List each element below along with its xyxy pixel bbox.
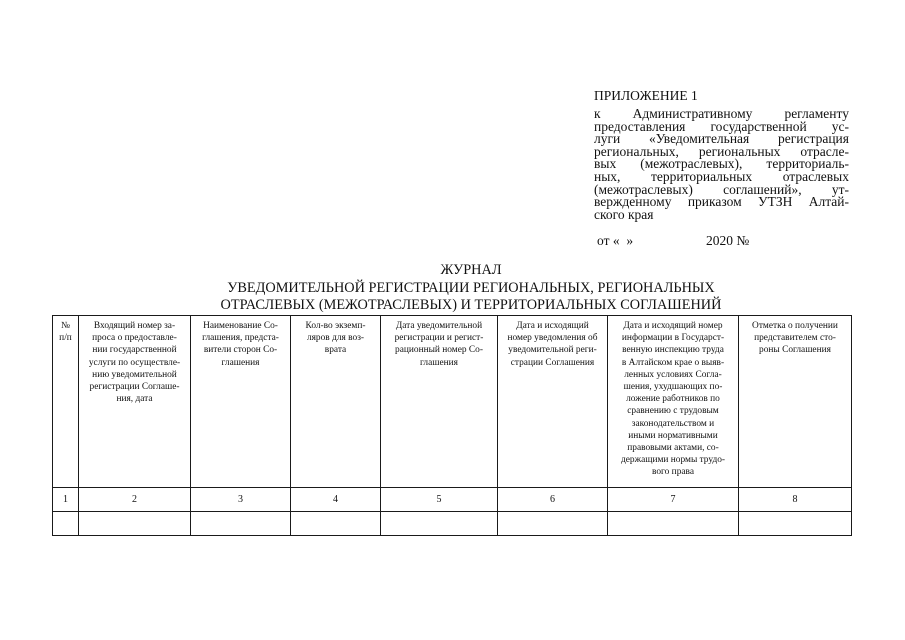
empty-cell <box>191 512 291 536</box>
empty-cell <box>79 512 191 536</box>
column-header-copies-count: Кол-во экземп- ляров для воз- врата <box>291 316 381 488</box>
column-header-receipt-mark: Отметка о получении представителем сто- роны Соглашения <box>739 316 852 488</box>
appendix-line: ных, территориальных отраслевых <box>594 168 849 184</box>
date-placeholder: от « » <box>597 233 634 248</box>
date-year-number: 2020 № <box>706 233 750 248</box>
appendix-block <box>594 88 849 221</box>
column-number-cell: 7 <box>608 488 739 512</box>
journal-table <box>52 315 852 536</box>
empty-cell <box>739 512 852 536</box>
date-line <box>597 233 847 249</box>
title-line-3: ОТРАСЛЕВЫХ (МЕЖОТРАСЛЕВЫХ) И ТЕРРИТОРИАЛЬНЫХ СОГЛАШЕНИЙ <box>220 297 722 313</box>
column-number-cell: 3 <box>191 488 291 512</box>
title-line-2: УВЕДОМИТЕЛЬНОЙ РЕГИСТРАЦИИ РЕГИОНАЛЬНЫХ, РЕГИОНАЛЬНЫХ <box>227 279 715 296</box>
appendix-line: вержденному приказом УТЗН Алтай- <box>594 194 849 210</box>
appendix-line: предоставления государственной ус- <box>594 118 849 134</box>
empty-cell <box>291 512 381 536</box>
column-header-registration-date: Дата уведомительной регистрации и регист- рационный номер Со- глашения <box>381 316 498 488</box>
column-header-notification: Дата и исходящий номер уведомления об уведомительной реги- страции Соглашения <box>498 316 608 488</box>
column-number-cell: 2 <box>79 488 191 512</box>
empty-cell <box>53 512 79 536</box>
column-header-agreement-name: Наименование Со- глашения, предста- вители сторон Со- глашения <box>191 316 291 488</box>
journal-title <box>100 262 842 315</box>
title-line-journal: ЖУРНАЛ <box>440 262 502 278</box>
column-number-cell: 8 <box>739 488 852 512</box>
column-header-labor-inspection-info: Дата и исходящий номер информации в Государст- венную инспекцию труда в Алтайском крае о выяв- ленных условиях Согла- шения, ухудшающих по- ложение работников по сравнению с трудовым законодательством и иными нормативными правовыми актами, со- держащими нормы трудо- вого права <box>608 316 739 488</box>
table-row-empty <box>53 512 852 536</box>
column-number-cell: 4 <box>291 488 381 512</box>
empty-cell <box>498 512 608 536</box>
column-header-number: № п/п <box>53 316 79 488</box>
appendix-line: региональных, региональных отрасле- <box>594 143 849 159</box>
appendix-line: луги «Уведомительная регистрация <box>594 131 849 147</box>
column-number-cell: 1 <box>53 488 79 512</box>
appendix-line: к Административному регламенту <box>594 106 849 121</box>
column-number-cell: 5 <box>381 488 498 512</box>
empty-cell <box>381 512 498 536</box>
empty-cell <box>608 512 739 536</box>
appendix-line: (межотраслевых) соглашений», ут- <box>594 181 849 197</box>
appendix-line: ского края <box>594 206 654 222</box>
appendix-line: вых (межотраслевых), территориаль- <box>594 156 849 172</box>
table-row-column-numbers <box>53 488 852 512</box>
column-header-incoming-request: Входящий номер за- проса о предоставле- нии государственной услуги по осуществле- нию уведомительной регистрации Соглаше- ния, дата <box>79 316 191 488</box>
appendix-heading: ПРИЛОЖЕНИЕ 1 <box>594 88 698 103</box>
column-number-cell: 6 <box>498 488 608 512</box>
table-header-row <box>53 316 852 488</box>
